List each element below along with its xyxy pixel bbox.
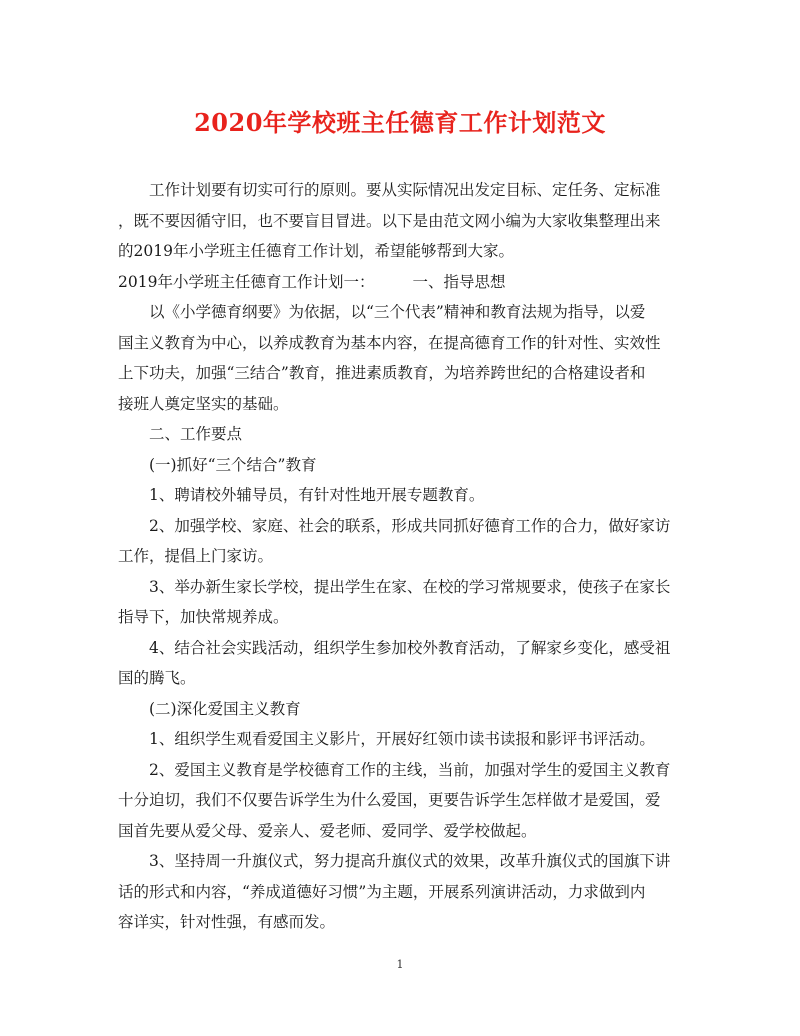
text-line <box>118 877 690 908</box>
text-line-content: 国首先要从爱父母、爱亲人、爱老师、爱同学、爱学校做起。 <box>118 821 537 840</box>
text-line <box>118 663 690 694</box>
text-line-content: 2、爱国主义教育是学校德育工作的主线，当前，加强对学生的爱国主义教育 <box>149 760 671 779</box>
text-line <box>118 175 690 206</box>
text-line <box>118 694 690 725</box>
text-line <box>118 572 690 603</box>
text-line <box>118 602 690 633</box>
text-line <box>118 297 690 328</box>
text-line <box>118 419 690 450</box>
text-line <box>118 633 690 664</box>
text-line-content: 4、结合社会实践活动，组织学生参加校外教育活动，了解家乡变化，感受祖 <box>149 638 671 657</box>
text-line <box>118 724 690 755</box>
text-line-content: 2019年小学班主任德育工作计划一： <box>118 272 375 291</box>
text-line-content: 2、加强学校、家庭、社会的联系，形成共同抓好德育工作的合力，做好家访 <box>149 516 671 535</box>
text-line-content: 国主义教育为中心，以养成教育为基本内容，在提高德育工作的针对性、实效性 <box>118 333 661 352</box>
text-line <box>118 450 690 481</box>
text-line <box>118 541 690 572</box>
text-line <box>118 816 690 847</box>
document-body <box>118 175 690 938</box>
text-line-content: 3、举办新生家长学校，提出学生在家、在校的学习常规要求，使孩子在家长 <box>149 577 671 596</box>
text-line-content: 上下功夫，加强“三结合”教育，推进素质教育，为培养跨世纪的合格建设者和 <box>118 364 646 382</box>
text-line <box>118 755 690 786</box>
text-line-content: 接班人奠定坚实的基础。 <box>118 394 289 413</box>
text-line-content: 容详实，针对性强，有感而发。 <box>118 913 336 931</box>
text-line <box>118 846 690 877</box>
text-line <box>118 480 690 511</box>
text-line <box>118 267 690 298</box>
text-line-content: 的2019年小学班主任德育工作计划，希望能够帮到大家。 <box>118 242 514 260</box>
text-line-content: (一)抓好“三个结合”教育 <box>149 455 317 474</box>
text-line-content: ，既不要因循守旧，也不要盲目冒进。以下是由范文网小编为大家收集整理出来 <box>118 211 661 230</box>
text-line <box>118 358 690 389</box>
text-line-content: 1、组织学生观看爱国主义影片，开展好红领巾读书读报和影评书评活动。 <box>149 730 655 748</box>
document-title: 2020年学校班主任德育工作计划范文 <box>194 108 606 137</box>
text-line-content: 工作，提倡上门家访。 <box>118 547 274 565</box>
text-line-content: 话的形式和内容，“养成道德好习惯”为主题，开展系列演讲活动，力求做到内 <box>118 882 646 901</box>
text-line <box>118 389 690 420</box>
text-line-content: 国的腾飞。 <box>118 669 196 687</box>
section-heading: 一、指导思想 <box>412 272 506 291</box>
text-line-content: (二)深化爱国主义教育 <box>149 699 301 718</box>
text-line-content: 3、坚持周一升旗仪式，努力提高升旗仪式的效果，改革升旗仪式的国旗下讲 <box>149 852 671 870</box>
text-line <box>118 236 690 267</box>
text-line <box>118 785 690 816</box>
text-line <box>118 511 690 542</box>
text-line-content: 指导下，加快常规养成。 <box>118 608 289 626</box>
text-line-content: 工作计划要有切实可行的原则。要从实际情况出发定目标、定任务、定标准 <box>149 181 661 199</box>
text-line <box>118 907 690 938</box>
text-line-content: 二、工作要点 <box>149 425 243 443</box>
text-line-content: 1、聘请校外辅导员，有针对性地开展专题教育。 <box>149 486 485 504</box>
text-line <box>118 206 690 237</box>
text-line <box>118 328 690 359</box>
page-number: 1 <box>396 958 404 971</box>
text-line-content: 十分迫切，我们不仅要告诉学生为什么爱国，更要告诉学生怎样做才是爱国，爱 <box>118 791 661 809</box>
text-line-content: 以《小学德育纲要》为依据，以“三个代表”精神和教育法规为指导，以爱 <box>149 303 646 321</box>
